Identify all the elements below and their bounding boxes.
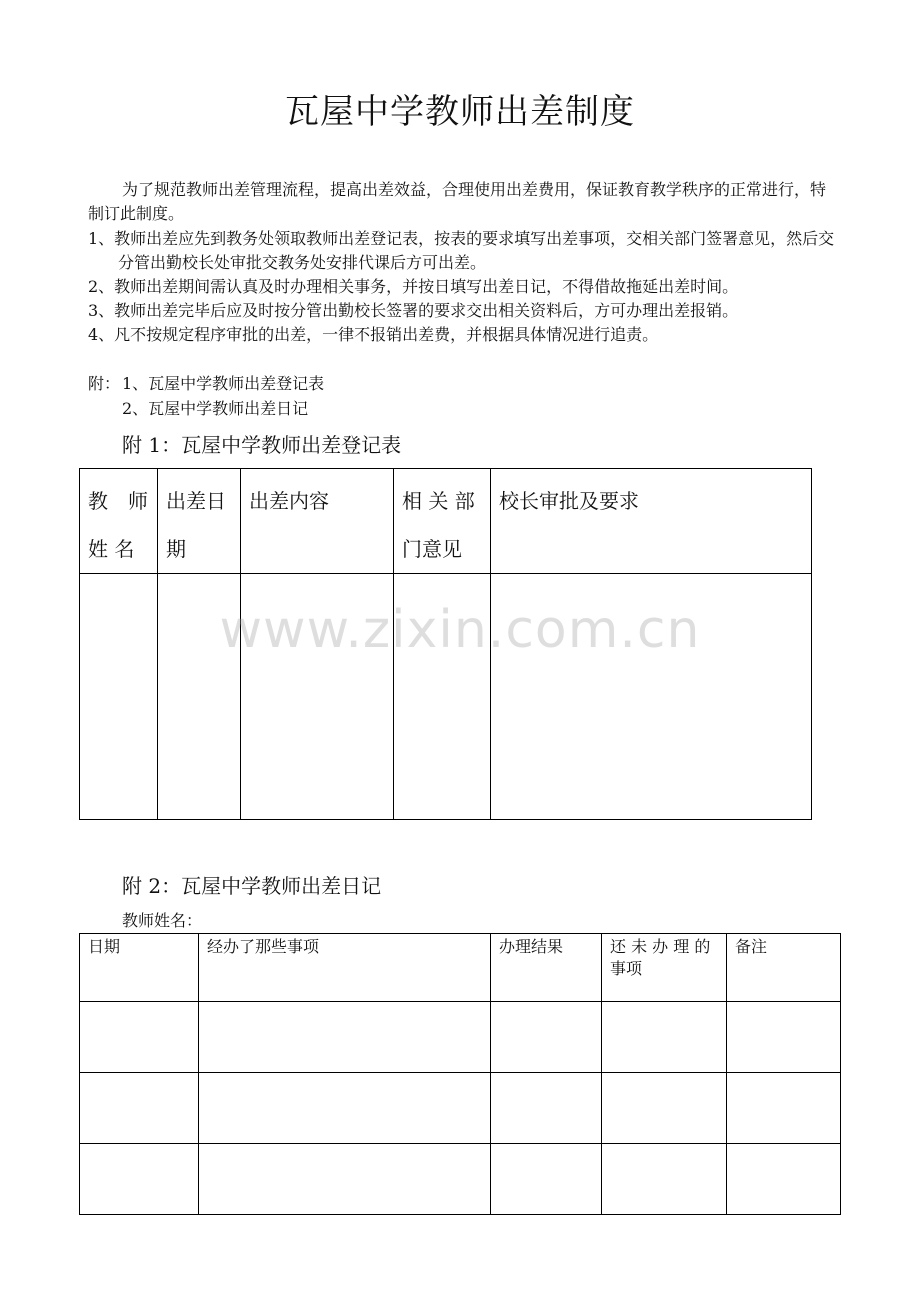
header-tasks-done: 经办了那些事项 — [199, 934, 491, 1002]
teacher-name-label: 教师姓名： — [122, 911, 203, 930]
table-cell[interactable] — [727, 1002, 841, 1073]
diary-table — [79, 933, 841, 1215]
table-cell[interactable] — [491, 1144, 602, 1215]
page-title: 瓦屋中学教师出差制度 — [285, 92, 635, 132]
header-date: 日期 — [80, 934, 199, 1002]
form1-title: 附 1：瓦屋中学教师出差登记表 — [122, 433, 402, 457]
table-cell[interactable] — [602, 1073, 727, 1144]
header-trip-date: 出差日期 — [158, 469, 241, 574]
header-remarks: 备注 — [727, 934, 841, 1002]
table-cell[interactable] — [80, 1144, 199, 1215]
table-cell[interactable] — [199, 1002, 491, 1073]
header-principal-approval: 校长审批及要求 — [491, 469, 812, 574]
attachment-item-1: 1、瓦屋中学教师出差登记表 — [122, 374, 325, 393]
rule-2: 2、教师出差期间需认真及时办理相关事务，并按日填写出差日记，不得借故拖延出差时间。 — [88, 277, 739, 296]
header-trip-content: 出差内容 — [241, 469, 394, 574]
attachment-item-2: 2、瓦屋中学教师出差日记 — [122, 399, 309, 418]
table-cell[interactable] — [80, 1073, 199, 1144]
table-row — [80, 1073, 841, 1144]
rule-1: 1、教师出差应先到教务处领取教师出差登记表，按表的要求填写出差事项，交相关部门签署意见，然后交分管出勤校长处审批交教务处安排代课后方可出差。 — [88, 229, 835, 272]
table-cell[interactable] — [727, 1073, 841, 1144]
form2-title: 附 2：瓦屋中学教师出差日记 — [122, 874, 382, 898]
watermark-text: www.zixin.com.cn — [219, 600, 701, 660]
table-cell[interactable] — [727, 1144, 841, 1215]
table-cell[interactable] — [602, 1144, 727, 1215]
table-row — [80, 1002, 841, 1073]
header-dept-opinion: 相 关 部门意见 — [394, 469, 491, 574]
table-cell[interactable] — [199, 1144, 491, 1215]
table-row — [80, 1144, 841, 1215]
table-cell[interactable] — [491, 1002, 602, 1073]
header-teacher-name: 教 师姓 名 — [80, 469, 158, 574]
intro-paragraph: 为了规范教师出差管理流程，提高出差效益，合理使用出差费用，保证教育教学秩序的正常进行，特制订此制度。 — [88, 180, 827, 223]
table-cell[interactable] — [491, 1073, 602, 1144]
table-cell[interactable] — [199, 1073, 491, 1144]
rule-3: 3、教师出差完毕后应及时按分管出勤校长签署的要求交出相关资料后，方可办理出差报销。 — [88, 301, 739, 320]
table-cell[interactable] — [602, 1002, 727, 1073]
header-result: 办理结果 — [491, 934, 602, 1002]
attachments-label: 附： — [88, 374, 121, 393]
table-cell[interactable] — [80, 1002, 199, 1073]
header-pending-tasks: 还 未 办 理 的事项 — [602, 934, 727, 1002]
rule-4: 4、凡不按规定程序审批的出差，一律不报销出差费，并根据具体情况进行追责。 — [88, 325, 659, 344]
